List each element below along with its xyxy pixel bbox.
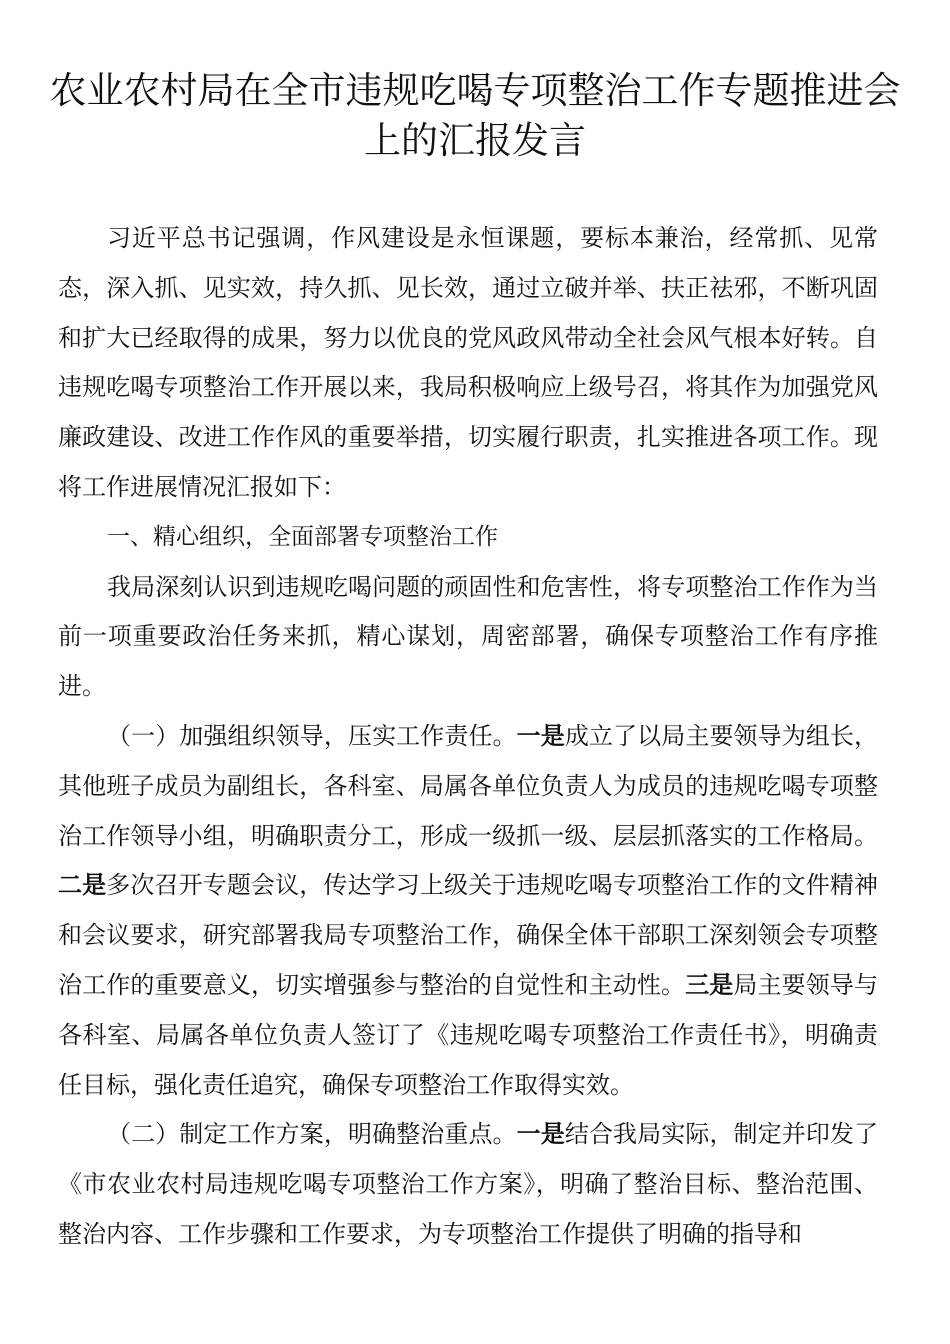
item-1-title: （一）加强组织领导，压实工作责任。	[107, 721, 517, 750]
item-1-marker-3: 三是	[685, 970, 734, 999]
intro-paragraph: 习近平总书记强调，作风建设是永恒课题，要标本兼治，经常抓、见常态，深入抓、见实效，持久抓、见长效，通过立破并举、扶正祛邪，不断巩固和扩大已经取得的成果，努力以优良的党风政风带动全社会风气根本好转。自违规吃喝专项整治工作开展以来，我局积极响应上级号召，将其作为加强党风廉政建设、改进工作作风的重要举措，切实履行职责，扎实推进各项工作。现将工作进展情况汇报如下：	[58, 224, 878, 501]
item-2-title: （二）制定工作方案，明确整治重点。	[107, 1120, 517, 1149]
item-2-marker-1: 一是	[516, 1120, 565, 1149]
section-1-item-1-paragraph	[58, 712, 878, 1110]
item-1-text-1: 成立了以局主要领导为组长，其他班子成员为副组长，各科室、局属各单位负责人为成员的违规吃喝专项整治工作领导小组，明确职责分工，形成一级抓一级、层层抓落实的工作格局。	[58, 721, 879, 850]
item-1-text-2: 多次召开专题会议，传达学习上级关于违规吃喝专项整治工作的文件精神和会议要求，研究部署我局专项整治工作，确保全体干部职工深刻领会专项整治工作的重要意义，切实增强参与整治的自觉性和主动性。	[58, 871, 879, 999]
section-1-lead-paragraph: 我局深刻认识到违规吃喝问题的顽固性和危害性，将专项整治工作作为当前一项重要政治任务来抓，精心谋划，周密部署，确保专项整治工作有序推进。	[58, 572, 878, 701]
item-1-marker-2: 二是	[58, 871, 107, 900]
item-1-marker-1: 一是	[516, 721, 565, 750]
section-1-heading: 一、精心组织，全面部署专项整治工作	[107, 523, 498, 550]
document-body	[58, 214, 878, 1260]
item-2-text-1: 结合我局实际，制定并印发了《市农业农村局违规吃喝专项整治工作方案》，明确了整治目标、整治范围、整治内容、工作步骤和工作要求，为专项整治工作提供了明确的指导和	[58, 1120, 879, 1248]
item-1-text-3: 局主要领导与各科室、局属各单位负责人签订了《违规吃喝专项整治工作责任书》，明确责任目标，强化责任追究，确保专项整治工作取得实效。	[58, 970, 879, 1099]
document-title: 农业农村局在全市违规吃喝专项整治工作专题推进会上的汇报发言	[49, 69, 901, 162]
section-1-item-2-paragraph	[58, 1110, 878, 1259]
